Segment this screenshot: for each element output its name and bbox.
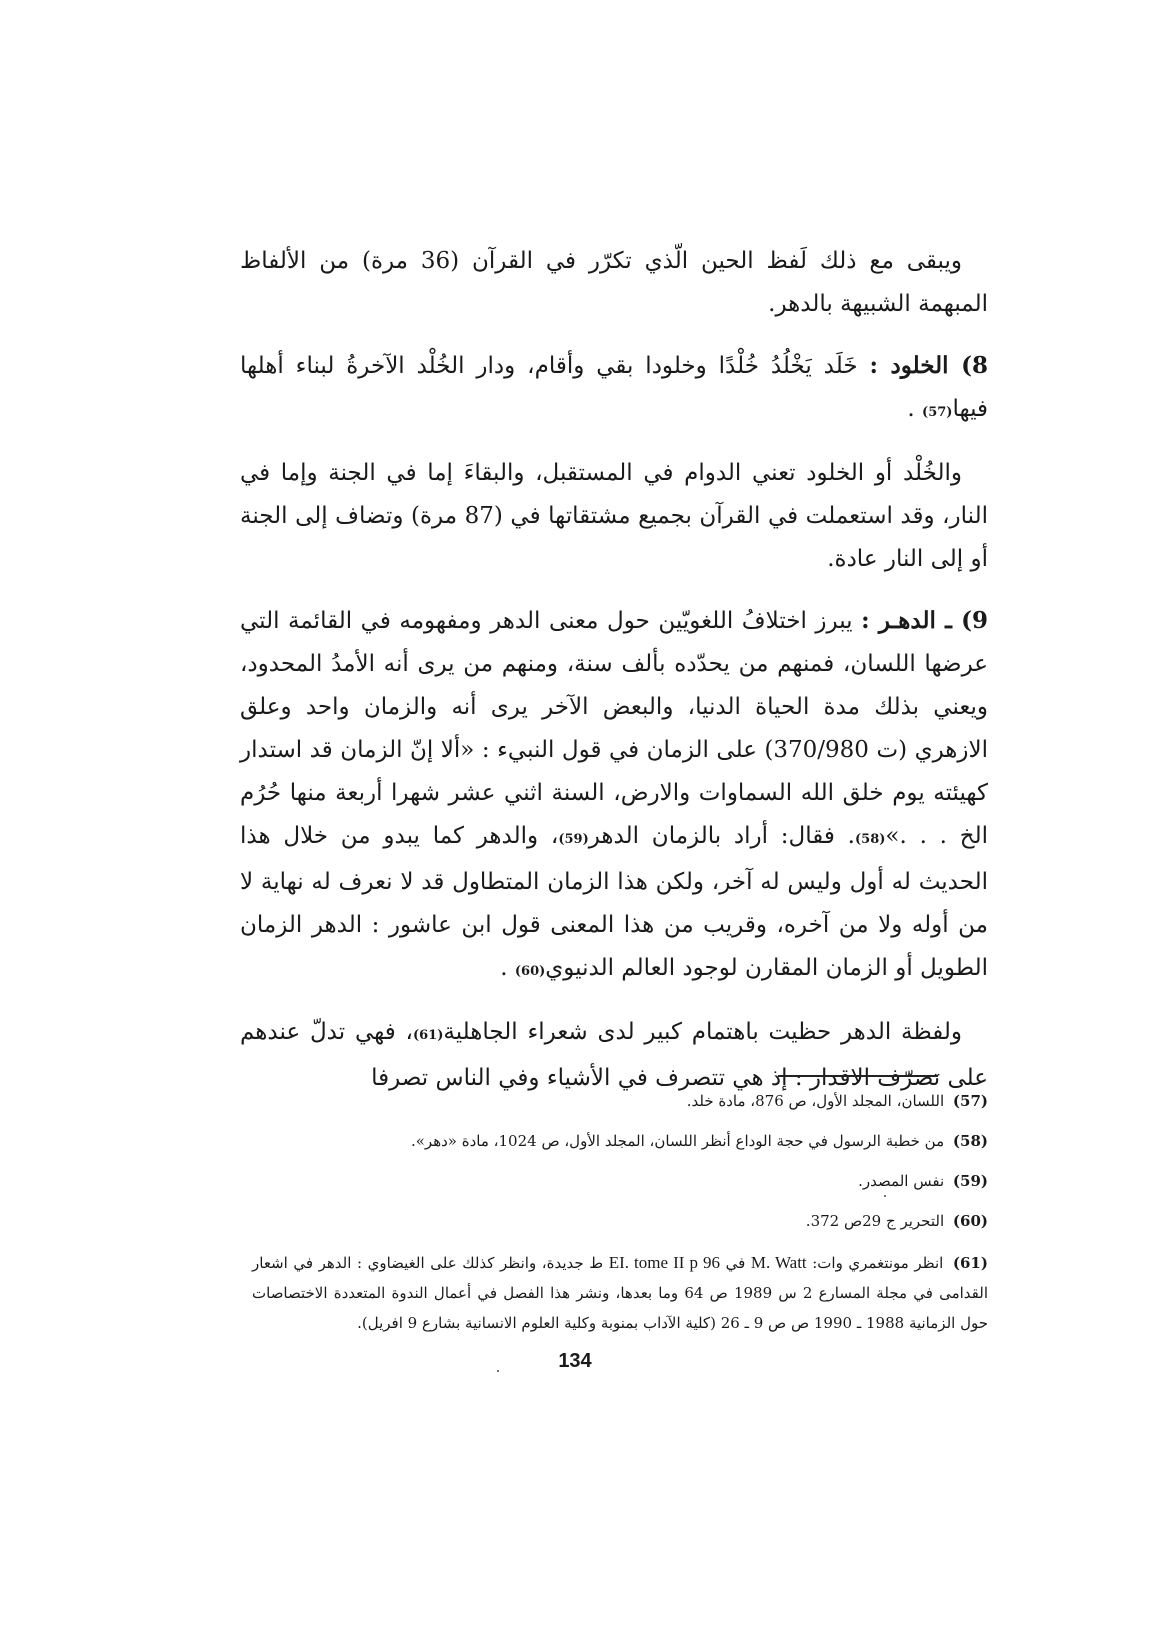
footnote-ref-58[interactable]: (58) [855, 832, 886, 847]
footnote-ref-61[interactable]: (61) [412, 1028, 444, 1043]
paragraph-dahr-poets-text-2: ، فهي تدلّ عندهم على تصرّف الاقدار : إذ هي تتصرف في الأشياء وفي الناس تصرفا [240, 1019, 988, 1091]
paragraph-khulud [240, 344, 988, 434]
paragraph-dahr-poets-text-1: ولفظة الدهر حظيت باهتمام كبير لدى شعراء الجاهلية [443, 1019, 963, 1045]
page-number: 134 [558, 1350, 592, 1372]
footnote-ref-60[interactable]: (60) [514, 964, 546, 979]
paragraph-dahr-poets [240, 1011, 988, 1100]
footnote-57 [252, 1088, 988, 1114]
paragraph-dahr [240, 599, 988, 993]
footnote-59-number: (59) [952, 1172, 988, 1190]
footnote-61-number: (61) [952, 1254, 988, 1272]
footnotes [252, 1088, 988, 1352]
term-dahr: 9) ـ الدهـر : [861, 607, 988, 634]
footnote-57-number: (57) [952, 1092, 988, 1110]
footnote-59-text: نفس المصدر. [858, 1172, 945, 1190]
paragraph-hin [240, 240, 988, 326]
main-text [240, 240, 988, 1118]
footnote-58 [252, 1128, 988, 1154]
footnote-60-number: (60) [952, 1212, 988, 1230]
footnote-61-text-b: في [725, 1254, 746, 1272]
paragraph-khulud-text: خَلَد يَخْلُدُ خُلْدًا وخلودا بقي وأقام، ودار الخُلْد الآخرةُ لبناء أهلها فيها [240, 353, 988, 422]
footnote-58-number: (58) [952, 1132, 988, 1150]
paragraph-khuld-meaning-text: والخُلْد أو الخلود تعني الدوام في المستقبل، والبقاءَ إما في الجنة وإما في النار، وقد استعملت في القرآن بجميع مشتقاتها في (87 مرة) وتضاف إلى الجنة أو إلى النار عادة. [240, 460, 988, 572]
paragraph-dahr-text-3: ، والدهر كما يبدو من خلال هذا الحديث له أول وليس له آخر، ولكن هذا الزمان المتطاول قد لا نعرف له نهاية لا من أوله ولا من آخره، وقريب من هذا المعنى قول ابن عاشور : الدهر الزمان الطويل أو الزمان المقارن لوجود العالم الدنيوي [240, 823, 988, 981]
footnote-61-latin-source: EI. tome II p 96 [608, 1253, 721, 1272]
footnote-divider [778, 1075, 938, 1077]
scan-speck [884, 1195, 886, 1197]
paragraph-hin-text: ويبقى مع ذلك لَفظ الحين الّذي تكرّر في القرآن (36 مرة) من الألفاظ المبهمة الشبيهة بالدهر. [240, 248, 988, 317]
paragraph-dahr-end: . [500, 955, 508, 981]
footnote-61-latin-author: M. Watt [750, 1253, 807, 1272]
footnote-ref-57[interactable]: (57) [922, 405, 953, 420]
footnote-60-text: التحرير ج 29ص 372. [805, 1212, 945, 1230]
paragraph-dahr-text-1: يبرز اختلافُ اللغويّين حول معنى الدهر ومفهومه في القائمة التي عرضها اللسان، فمنهم من يحدّده بألف سنة، ومنهم من يرى أنه الأمدُ المحدود، ويعني بذلك مدة الحياة الدنيا، والبعض الآخر يرى أنه والزمان واحد وعلق الازهري (ت 370/980) على الزمان في قول النبيء : «ألا إنّ الزمان قد استدار كهيئته يوم خلق الله السماوات والارض، السنة اثني عشر شهرا أربعة منها حُرُم الخ . . .» [240, 608, 988, 849]
footnote-61 [252, 1248, 988, 1338]
footnote-59 [252, 1168, 988, 1194]
term-khulud: 8) الخلود : [869, 352, 988, 379]
paragraph-khuld-meaning [240, 452, 988, 581]
footnote-61-text-a: انظر مونتغمري وات: [812, 1254, 944, 1272]
footnote-57-text: اللسان، المجلد الأول، ص 876، مادة خلد. [686, 1092, 945, 1110]
footnote-58-text: من خطبة الرسول في حجة الوداع أنظر اللسان، المجلد الأول، ص 1024، مادة «دهر». [410, 1132, 945, 1150]
paragraph-dahr-text-2: . فقال: أراد بالزمان الدهر [588, 823, 855, 849]
paragraph-khulud-end: . [907, 396, 915, 422]
footnote-61-text-c: ط جديدة، وانظر كذلك على الغيضاوي : الدهر في اشعار القدامى في مجلة المسارع 2 س 1989 ص 64 وما بعدها، ونشر هذا الفصل في أعمال الندوة المتعددة الاختصاصات حول الزمانية 1988 ـ 1990 ص ص 9 ـ 26 (كلية الآداب بمنوبة وكلية العلوم الانسانية بشارع 9 افريل). [252, 1254, 988, 1332]
footnote-ref-59[interactable]: (59) [558, 832, 589, 847]
scan-speck [497, 1370, 499, 1372]
footnote-60 [252, 1208, 988, 1234]
